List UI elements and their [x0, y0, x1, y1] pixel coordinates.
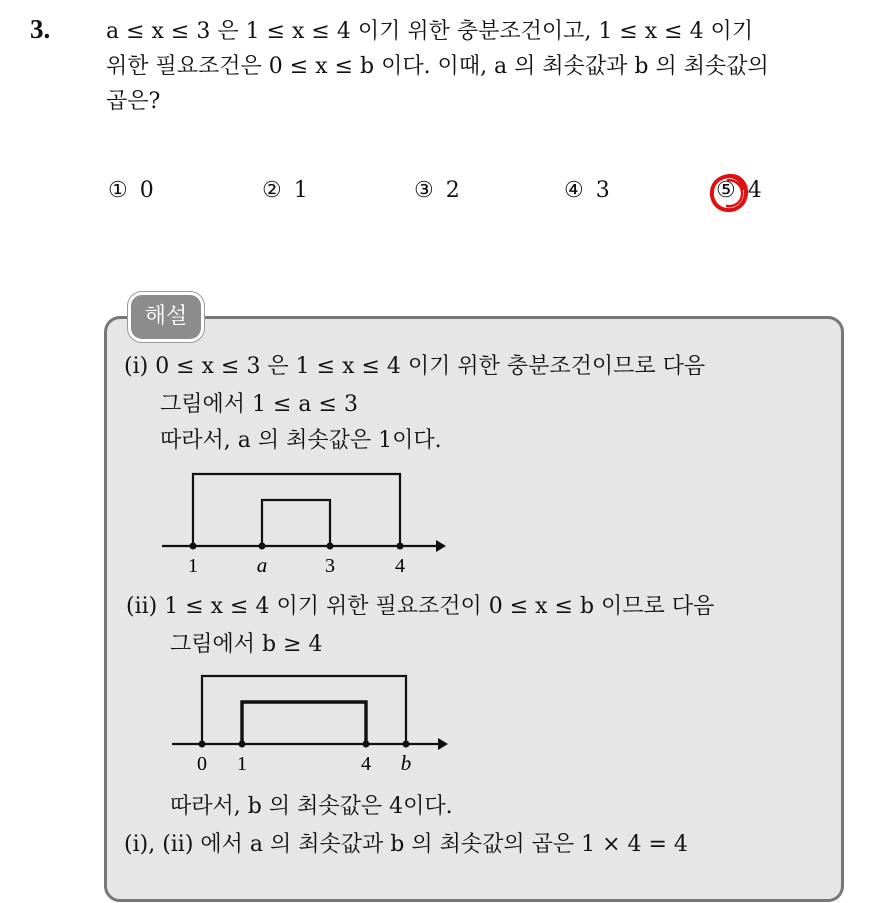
- choice-4-mark: ④: [564, 178, 584, 203]
- fig1-label-4: 4: [395, 555, 405, 577]
- fig1-label-a: a: [256, 553, 268, 577]
- choice-3[interactable]: [414, 178, 460, 203]
- fig2-point-0: [199, 741, 206, 748]
- choice-2[interactable]: [262, 178, 308, 203]
- question-line-2: 위한 필요조건은 0 ≤ x ≤ b 이다. 이때, a 의 최솟값과 b 의 최솟값의: [106, 54, 769, 79]
- fig1-outer-range: [193, 474, 400, 546]
- solution-i-line-2: 그림에서 1 ≤ a ≤ 3: [160, 392, 358, 417]
- solution-i-line-3: 따라서, a 의 최솟값은 1이다.: [160, 428, 442, 453]
- solution-ii-line-3: 따라서, b 의 최솟값은 4이다.: [170, 794, 453, 819]
- choice-2-mark: ②: [262, 178, 282, 203]
- choice-1-mark: ①: [108, 178, 128, 203]
- fig2-outer-range: [202, 676, 406, 744]
- fig1-label-3: 3: [325, 555, 335, 577]
- solution-ii-line-2: 그림에서 b ≥ 4: [170, 632, 323, 657]
- question-line-3: 곱은?: [106, 89, 161, 114]
- choice-1-value: 0: [139, 178, 154, 203]
- fig1-point-1: [190, 543, 197, 550]
- fig1-axis-arrow-icon: [436, 540, 446, 552]
- choice-3-mark: ③: [414, 178, 434, 203]
- choice-4-value: 3: [595, 178, 610, 203]
- choice-5-mark: ⑤: [716, 178, 736, 203]
- fig2-inner-range: [242, 702, 366, 744]
- solution-ii-line-1: (ii) 1 ≤ x ≤ 4 이기 위한 필요조건이 0 ≤ x ≤ b 이므로 다음: [126, 594, 715, 619]
- answer-circle-icon: [708, 172, 750, 214]
- choice-5-value: 4: [747, 178, 762, 203]
- fig1-label-1: 1: [188, 555, 198, 577]
- fig2-point-4: [363, 741, 370, 748]
- fig2-label-b: b: [400, 751, 412, 775]
- fig1-point-a: [259, 543, 266, 550]
- fig2-point-b: [403, 741, 410, 748]
- choice-3-value: 2: [445, 178, 460, 203]
- problem-number: 3.: [30, 14, 51, 44]
- question-line-1: a ≤ x ≤ 3 은 1 ≤ x ≤ 4 이기 위한 충분조건이고, 1 ≤ x ≤ 4 이기: [106, 19, 754, 44]
- fig2-label-1: 1: [237, 753, 247, 775]
- answer-choices: [0, 178, 884, 218]
- fig2-point-1: [239, 741, 246, 748]
- fig1-point-3: [327, 543, 334, 550]
- question-text: [106, 14, 866, 119]
- figure-2-number-line: [160, 664, 460, 780]
- choice-2-value: 1: [293, 178, 308, 203]
- fig2-axis-arrow-icon: [438, 738, 448, 750]
- solution-tag: 해설: [128, 292, 204, 342]
- solution-i-line-1: (i) 0 ≤ x ≤ 3 은 1 ≤ x ≤ 4 이기 위한 충분조건이므로 다음: [124, 354, 706, 379]
- fig1-point-4: [397, 543, 404, 550]
- fig2-label-0: 0: [197, 753, 207, 775]
- choice-1[interactable]: [108, 178, 154, 203]
- fig2-label-4: 4: [361, 753, 371, 775]
- figure-1-number-line: [150, 462, 450, 580]
- fig1-inner-range: [262, 500, 330, 546]
- choice-4[interactable]: [564, 178, 610, 203]
- solution-final-line: (i), (ii) 에서 a 의 최솟값과 b 의 최솟값의 곱은 1 × 4 = 4: [124, 832, 688, 857]
